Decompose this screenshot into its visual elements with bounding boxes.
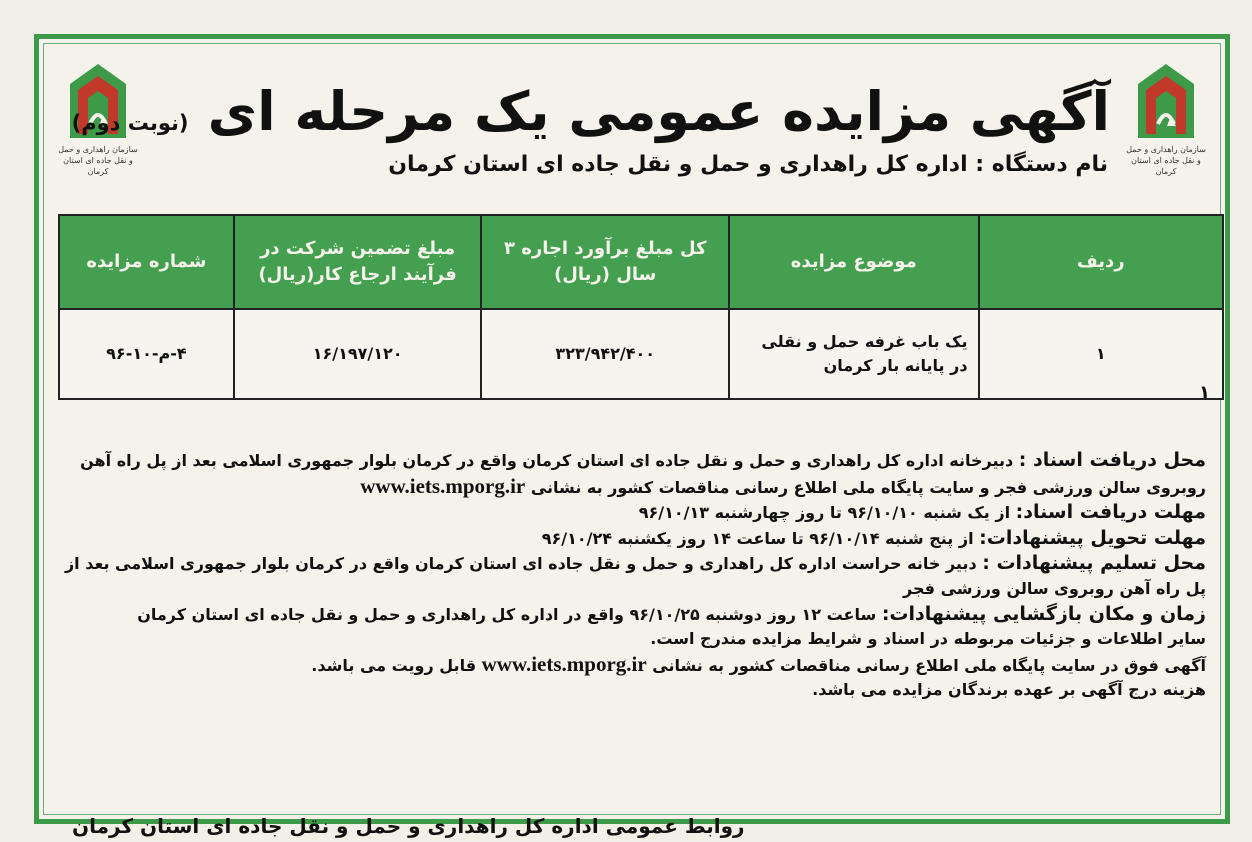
bid-deadline-label: مهلت تحویل پیشنهادات: <box>979 526 1206 549</box>
cell-guarantee: ۱۶/۱۹۷/۱۲۰ <box>234 309 482 399</box>
header-row-number: ردیف <box>979 215 1223 309</box>
table-header-row <box>59 215 1223 309</box>
doc-deadline-text: از یک شنبه ۹۶/۱۰/۱۰ تا روز چهارشنبه ۹۶/۱۰/۱۳ <box>638 503 1011 523</box>
logo-caption: سازمان راهداری و حمل و نقل جاده ای استان کرمان <box>1126 145 1206 176</box>
notice-inner-border <box>43 43 1221 838</box>
cell-auction-number: ۴-م-۱۰-۹۶ <box>59 309 234 399</box>
doc-place-line-2 <box>66 474 1206 501</box>
website-link[interactable]: www.iets.mporg.ir <box>360 473 526 498</box>
bid-place-label: محل تسلیم پیشنهادات : <box>982 552 1206 575</box>
header-rent-estimate: کل مبلغ برآورد اجاره ۳ سال (ریال) <box>481 215 729 309</box>
site-note-line <box>66 652 1206 679</box>
doc-deadline-line <box>66 500 1206 526</box>
logo-caption: سازمان راهداری و حمل و نقل جاده ای استان کرمان <box>58 145 138 176</box>
notice-details <box>66 448 1206 703</box>
bid-place-text-2: پل راه آهن روبروی سالن ورزشی فجر <box>903 578 1206 598</box>
header-auction-number: شماره مزایده <box>59 215 234 309</box>
cell-rent-estimate: ۳۲۳/۹۴۲/۴۰۰ <box>481 309 729 399</box>
organization-name: نام دستگاه : اداره کل راهداری و حمل و نقل جاده ای استان کرمان <box>388 152 1108 177</box>
opening-text: ساعت ۱۲ روز دوشنبه ۹۶/۱۰/۲۵ واقع در اداره کل راهداری و حمل و نقل جاده ای استان کرمان <box>137 604 877 624</box>
opening-line <box>66 602 1206 628</box>
doc-place-label: محل دریافت اسناد : <box>1018 449 1206 471</box>
other-info-text: سایر اطلاعات و جزئیات مربوطه در اسناد و شرایط مزایده مندرج است. <box>650 629 1206 649</box>
auction-table <box>58 214 1224 400</box>
logo-right <box>1126 62 1206 194</box>
site-note-text: آگهی فوق در سایت پایگاه ملی اطلاع رسانی مناقصات کشور به نشانی <box>652 655 1206 675</box>
public-relations-signature: روابط عمومی اداره کل راهداری و حمل و نقل جاده ای استان کرمان <box>72 814 745 838</box>
title-row <box>71 72 1110 152</box>
bid-place-line-2 <box>66 577 1206 602</box>
doc-place-text-2: روبروی سالن ورزشی فجر و سایت پایگاه ملی اطلاع رسانی مناقصات کشور به نشانی <box>530 477 1206 497</box>
cell-row-number: ۱ <box>979 309 1223 399</box>
header-guarantee: مبلغ تضمین شرکت در فرآیند ارجاع کار(ریال) <box>234 215 482 309</box>
website-link-2[interactable]: www.iets.mporg.ir <box>481 651 647 676</box>
notice-round: (نوبت دوم) <box>71 111 189 135</box>
notice-title: آگهی مزایده عمومی یک مرحله ای <box>207 80 1110 143</box>
bid-place-line <box>66 551 1206 577</box>
notice-frame <box>34 34 1230 838</box>
doc-place-text: دبیرخانه اداره کل راهداری و حمل و نقل جاده ای استان کرمان واقع در کرمان بلوار جمهوری اسلامی بعد از پل راه آهن <box>80 451 1014 470</box>
side-marker: ۱ <box>1199 382 1210 403</box>
table-row <box>59 309 1223 399</box>
cost-note-text: هزینه درج آگهی بر عهده برندگان مزایده می باشد. <box>812 680 1206 700</box>
header-subject: موضوع مزایده <box>729 215 979 309</box>
opening-label: زمان و مکان بازگشایی پیشنهادات: <box>881 602 1206 625</box>
doc-place-line <box>66 448 1206 474</box>
bid-deadline-text: از پنج شنبه ۹۶/۱۰/۱۴ تا ساعت ۱۴ روز یکشنبه ۹۶/۱۰/۲۴ <box>541 528 974 548</box>
other-info-line <box>66 627 1206 652</box>
bid-deadline-line <box>66 526 1206 552</box>
site-note-text-2: قابل رویت می باشد. <box>311 655 477 675</box>
bid-place-text: دبیر خانه حراست اداره کل راهداری و حمل و نقل جاده ای استان کرمان واقع در کرمان بلوار جمهوری اسلامی بعد از <box>64 554 977 574</box>
cost-note-line <box>66 678 1206 703</box>
road-authority-logo-icon <box>1134 62 1198 140</box>
doc-deadline-label: مهلت دریافت اسناد: <box>1015 501 1206 524</box>
cell-subject: یک باب غرفه حمل و نقلی در پایانه بار کرمان <box>729 309 979 399</box>
